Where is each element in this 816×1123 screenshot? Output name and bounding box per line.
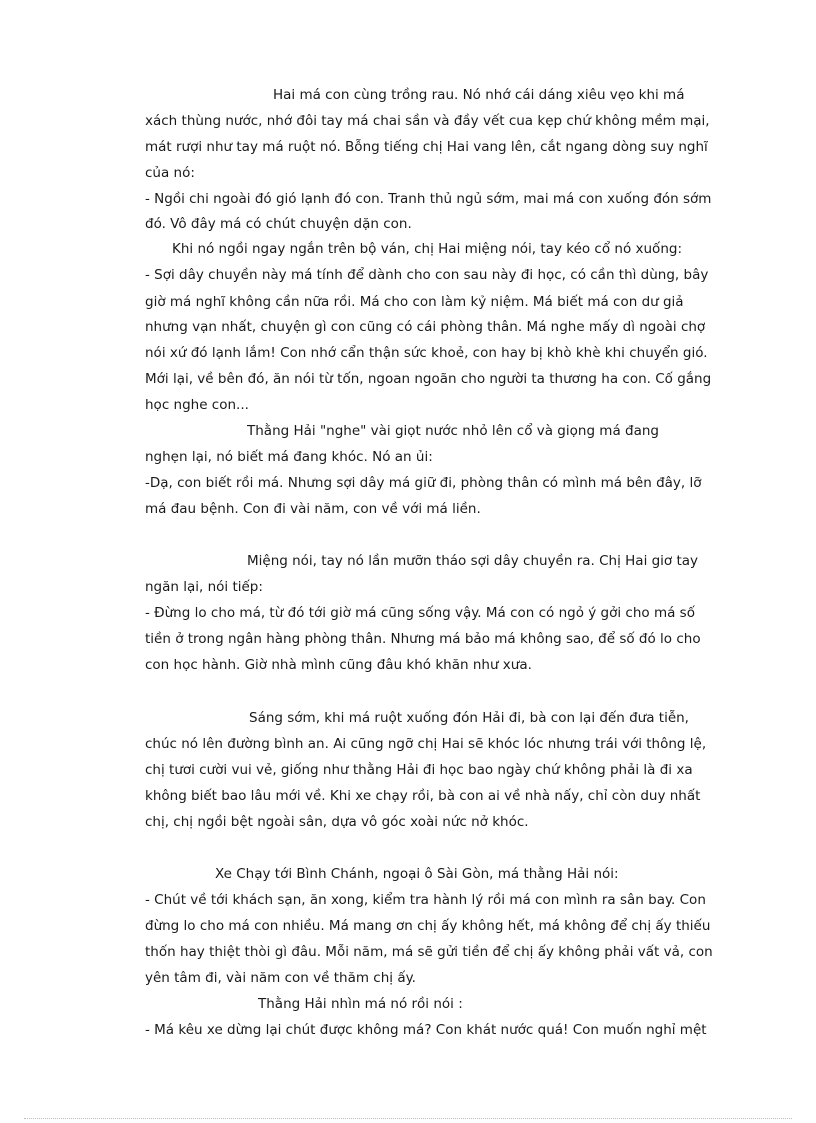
text-line: - Sợi dây chuyền này má tính để dành cho con sau này đi học, có cần thì dùng, bây: [145, 267, 709, 283]
text-line: thốn hay thiệt thòi gì đâu. Mỗi năm, má sẽ gửi tiền để chị ấy không phải vất vả, con: [145, 944, 713, 960]
text-line: đừng lo cho má con nhiều. Má mang ơn chị ấy không hết, má không để chị ấy thiếu: [145, 918, 711, 934]
text-line: ngăn lại, nói tiếp:: [145, 579, 263, 595]
text-line: - Chút về tới khách sạn, ăn xong, kiểm tra hành lý rồi má con mình ra sân bay. Con: [145, 892, 706, 908]
text-line: đó. Vô đây má có chút chuyện dặn con.: [145, 216, 412, 232]
text-line: Sáng sớm, khi má ruột xuống đón Hải đi, bà con lại đến đưa tiễn,: [249, 710, 689, 726]
text-line: má đau bệnh. Con đi vài năm, con về với má liền.: [145, 501, 481, 517]
text-line: -Dạ, con biết rồi má. Nhưng sợi dây má giữ đi, phòng thân có mình má bên đây, lỡ: [145, 475, 702, 491]
page-bottom-divider: [24, 1118, 792, 1119]
text-line: nhưng vạn nhất, chuyện gì con cũng có cái phòng thân. Má nghe mấy dì ngoài chợ: [145, 319, 706, 335]
text-line: mát rượi như tay má ruột nó. Bỗng tiếng chị Hai vang lên, cắt ngang dòng suy nghĩ: [145, 139, 708, 155]
text-line: học nghe con...: [145, 397, 249, 413]
text-line: yên tâm đi, vài năm con về thăm chị ấy.: [145, 970, 416, 986]
text-line: chúc nó lên đường bình an. Ai cũng ngỡ chị Hai sẽ khóc lóc nhưng trái với thông lệ,: [145, 736, 707, 752]
text-line: giờ má nghĩ không cần nữa rồi. Má cho con làm kỷ niệm. Má biết má con dư giả: [145, 294, 684, 310]
text-line: Thằng Hải "nghe" vài giọt nước nhỏ lên cổ và giọng má đang: [247, 423, 659, 439]
text-line: xách thùng nước, nhớ đôi tay má chai sần và đầy vết cua kẹp chứ không mềm mại,: [145, 113, 710, 129]
text-line: - Má kêu xe dừng lại chút được không má? Con khát nước quá! Con muốn nghỉ mệt: [145, 1022, 707, 1038]
text-line: chị tươi cười vui vẻ, giống như thằng Hải đi học bao ngày chứ không phải là đi xa: [145, 762, 693, 778]
text-line: - Đừng lo cho má, từ đó tới giờ má cũng sống vậy. Má con có ngỏ ý gởi cho má số: [145, 605, 695, 621]
text-line: không biết bao lâu mới về. Khi xe chạy rồi, bà con ai về nhà nấy, chỉ còn duy nhất: [145, 788, 701, 804]
text-line: Hai má con cùng trồng rau. Nó nhớ cái dáng xiêu vẹo khi má: [273, 87, 685, 103]
text-line: nghẹn lại, nó biết má đang khóc. Nó an ủi:: [145, 449, 433, 465]
text-line: nói xứ đó lạnh lắm! Con nhớ cẩn thận sức khoẻ, con hay bị khò khè khi chuyển gió.: [145, 345, 708, 361]
text-line: tiền ở trong ngân hàng phòng thân. Nhưng má bảo má không sao, để số đó lo cho: [145, 631, 701, 647]
text-line: chị, chị ngồi bệt ngoài sân, dựa vô góc xoài nức nở khóc.: [145, 814, 529, 830]
text-line: con học hành. Giờ nhà mình cũng đâu khó khăn như xưa.: [145, 657, 532, 673]
text-line: - Ngồi chi ngoài đó gió lạnh đó con. Tranh thủ ngủ sớm, mai má con xuống đón sớm: [145, 191, 712, 207]
text-line: Xe Chạy tới Bình Chánh, ngoại ô Sài Gòn, má thằng Hải nói:: [215, 866, 619, 882]
text-line: Thằng Hải nhìn má nó rồi nói :: [258, 996, 463, 1012]
text-line: Miệng nói, tay nó lần mưỡn tháo sợi dây chuyền ra. Chị Hai giơ tay: [247, 553, 699, 569]
text-line: Khi nó ngồi ngay ngắn trên bộ ván, chị Hai miệng nói, tay kéo cổ nó xuống:: [172, 241, 682, 257]
text-line: Mới lại, về bên đó, ăn nói từ tốn, ngoan ngoãn cho người ta thương ha con. Cố gắng: [145, 371, 712, 387]
text-line: của nó:: [145, 165, 195, 181]
